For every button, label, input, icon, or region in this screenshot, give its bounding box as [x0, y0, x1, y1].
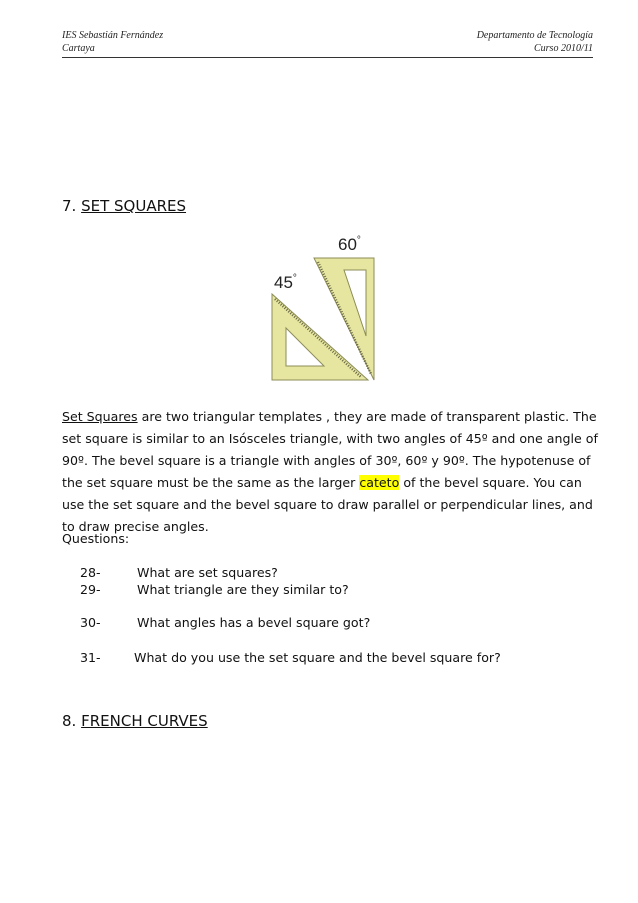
question-text: What are set squares? [137, 565, 278, 580]
header-divider [62, 57, 593, 58]
set-squares-figure [268, 228, 388, 383]
header-school-name: IES Sebastián Fernández [62, 30, 164, 41]
section-8-number: 8. [62, 712, 82, 730]
set-squares-paragraph [62, 406, 602, 538]
angle-label-45: 45° [274, 273, 297, 292]
question-text: What angles has a bevel square got? [137, 615, 371, 630]
question-text: What triangle are they similar to? [137, 582, 349, 597]
question-number: 31- [80, 650, 101, 665]
question-number: 30- [80, 615, 101, 630]
section-7-title: SET SQUARES [81, 197, 187, 215]
questions-label: Questions: [62, 531, 130, 546]
header-department-name: Departamento de Tecnología [476, 30, 593, 41]
question-number: 29- [80, 582, 101, 597]
question-number: 28- [80, 565, 101, 580]
section-7-number: 7. [62, 197, 82, 215]
header-course: Curso 2010/11 [534, 42, 593, 54]
paragraph-text-1: are two triangular templates , they are made of transparent plastic. The set square is similar to an Isósceles triangle, with two angles of 45º and one angle of 90º. The bevel square is a triangle with angles of 30º, 60º y 90º. The hypotenuse of the set square must be the same as the larger [62, 409, 598, 490]
header-department [477, 30, 593, 55]
paragraph-text-2: of the bevel square. You can use the set square and the bevel square to draw parallel or perpendicular lines, and to draw precise angles. [62, 475, 593, 534]
highlighted-word-cateto: cateto [359, 475, 400, 490]
angle-label-60: 60° [338, 235, 361, 254]
section-7-heading [62, 197, 186, 215]
section-8-title: FRENCH CURVES [81, 712, 208, 730]
header-school [62, 30, 163, 55]
degree-sign-45: ° [292, 273, 297, 284]
term-set-squares: Set Squares [62, 409, 138, 424]
header-school-town: Cartaya [62, 42, 95, 54]
degree-sign-60: ° [356, 235, 361, 246]
section-8-heading [62, 712, 208, 730]
question-text: What do you use the set square and the bevel square for? [134, 650, 501, 665]
